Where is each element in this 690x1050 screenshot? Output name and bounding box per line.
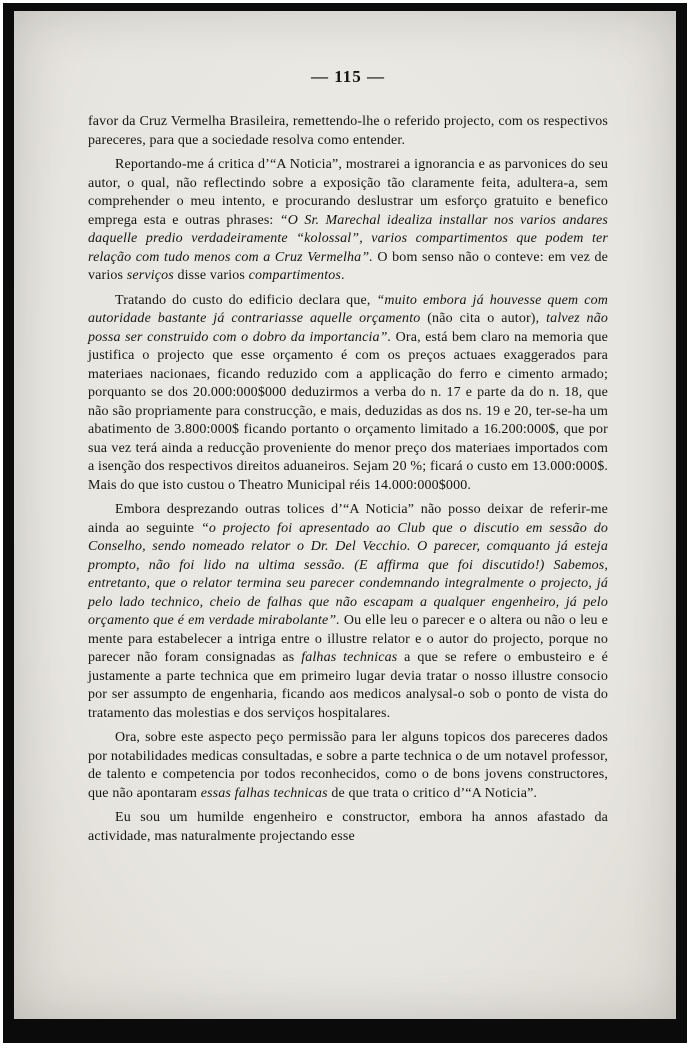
text: O bom senso não o conteve: em vez de varios [88, 249, 608, 283]
paragraph [88, 501, 608, 723]
page-content [14, 11, 676, 1019]
text: (não cita o autor), [427, 311, 547, 326]
text: Ora, sobre este aspecto peço permissão para ler alguns topicos dos pareceres dados por notabilidades medicas consultadas, e sobre a parte technica o de um notavel professor, de talento e competencia por todos reconhecidos, como o de bons jovens constructores, que não apontaram [88, 730, 608, 801]
italic-text: talvez não possa ser construido com o dobro da importancia”. [88, 311, 608, 345]
paragraph [88, 809, 608, 846]
page-number: — 115 — [310, 67, 386, 86]
paragraph [88, 729, 608, 803]
paragraph [88, 113, 608, 150]
text: favor da Cruz Vermelha Brasileira, remettendo-lhe o referido projecto, com os respectivos pareceres, para que a sociedade resolva como entender. [88, 114, 608, 148]
text: Tratando do custo do edificio declara que, [115, 292, 377, 308]
text: Eu sou um humilde engenheiro e constructor, embora ha annos afastado da actividade, mas naturalmente projectando esse [88, 810, 608, 844]
text: Ou elle leu o parecer e o altera ou não o leu e mente para estabelecer a intriga entre o illustre relator e o autor do projecto, porque no parecer não foram consignadas as [88, 613, 608, 665]
text: Reportando-me á critica d’“A Noticia”, mostrarei a ignorancia e as parvonices do seu autor, o qual, não reflectindo sobre a exposição tão claramente feita, adultera-a, sem comprehender o meu intento, e procurando deslustrar um esforço gratuito e benefico emprega esta e outras phrases: [88, 157, 608, 228]
document-page [14, 11, 676, 1019]
italic-text: “o projecto foi apresentado ao Club que o discutio em sessão do Conselho, sendo nomeado relator o Dr. Del Vecchio. O parecer, comquanto já esteja prompto, não foi lido na ultima sessão. (E affirma que foi discutido!) Sabemos, entretanto, que o relator termina seu parecer condemnando integralmente o projecto, já pelo lado technico, cheio de falhas que não escapam a qualquer engenheiro, já pelo orçamento que é em verdade mirabolante”. [88, 520, 608, 628]
italic-text: “O Sr. Marechal idealiza installar nos varios andares daquelle predio verdadeiramente “kolossal”, varios compartimentos que podem ter relação com tudo menos com a Cruz Vermelha”. [88, 212, 608, 265]
italic-text: falhas technicas [301, 650, 398, 665]
italic-text: serviços [126, 268, 174, 283]
text: disse varios [173, 268, 249, 283]
text: Embora desprezando outras tolices d’“A Noticia” não posso deixar de referir-me ainda ao seguinte [88, 502, 608, 536]
document-body [88, 113, 608, 846]
paragraph [88, 156, 608, 286]
text: de que trata o critico d’“A Noticia”. [327, 785, 538, 801]
text: . [341, 268, 345, 283]
italic-text: “muito embora já houvesse quem com autoridade bastante já contrariasse aquelle orçamento [88, 292, 609, 326]
scan-black-border [3, 3, 687, 1043]
italic-text: essas falhas technicas [200, 785, 328, 801]
paragraph [88, 292, 608, 496]
text: Ora, está bem claro na memoria que justifica o projecto que esse orçamento é com os preços actuaes exaggerados para materiaes nacionaes, ficando reduzido com a applicação do ferro e cimento armado; porquanto se dos 20.000:000$000 deduzirmos a verba do n. 17 e parte da do n. 18, que não são propriamente para construcção, e mais, deduzidas as dos ns. 19 e 20, ter-se-ha um abatimento de 3.800:000$ ficando portanto o orçamento limitado a 16.200:000$, que por sua vez terá ainda a reducção proveniente do menor preço dos materiaes importados com a isenção dos respectivos direitos aduaneiros. Sejam 20 %; ficará o custo em 13.000:000$. Mais do que isto custou o Theatro Municipal réis 14.000:000$000. [88, 329, 608, 493]
italic-text: compartimentos [248, 268, 341, 283]
text: a que se refere o embusteiro e é justamente a parte technica que em primeiro lugar devia tratar o nosso illustre consocio por ser assumpto de engenharia, ficando aos medicos analysal-o sob o ponto de vista do tratamento das molestias e dos serviços hospitalares. [88, 650, 608, 721]
